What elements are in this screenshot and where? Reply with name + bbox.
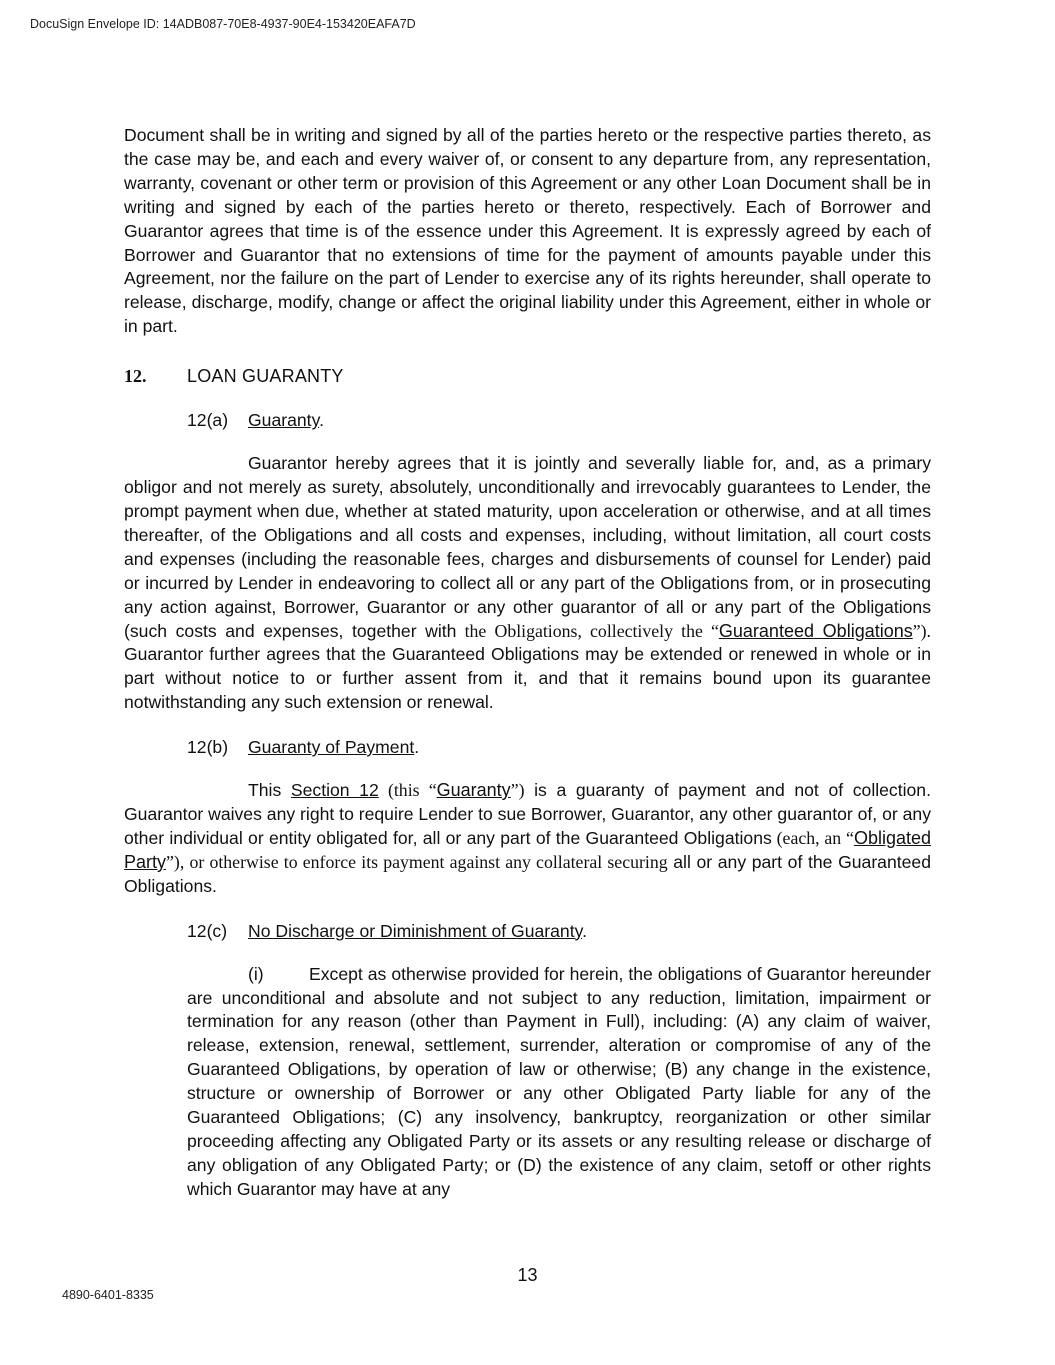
payment-text-1: This — [248, 780, 291, 801]
section-number: 12. — [124, 366, 147, 387]
payment-text-6: ”), or otherwise to enforce its payment against any collateral securing — [166, 851, 668, 872]
docusign-envelope-id: DocuSign Envelope ID: 14ADB087-70E8-4937-90E4-153420EAFA7D — [30, 17, 416, 31]
subsection-title — [248, 735, 419, 759]
defined-term-obligated-party: Obligated Party — [124, 827, 931, 872]
subsection-number: 12(a) — [187, 410, 229, 431]
guaranty-paragraph — [124, 452, 931, 715]
subsection-number: 12(c) — [187, 920, 228, 941]
section-12-heading — [124, 364, 931, 388]
subsection-title-suffix: . — [414, 737, 420, 758]
payment-text-7: all or any part of the Guaranteed Obligations. — [124, 851, 931, 896]
section-12-reference: Section 12 — [290, 780, 379, 801]
item-text: Except as otherwise provided for herein, the obligations of Guarantor hereunder are unconditional and absolute and not subject to any reduction, limitation, impairment or termination for any reason (other than Payment in Full), including: (A) any claim of waiver, release, extension, renewal, settlement, surrender, alteration or compromise of any of the Guaranteed Obligations, by operation of law or otherwise; (B) any change in the existence, structure or ownership of Borrower or any other Obligated Party liable for any of the Guaranteed Obligations; (C) any insolvency, bankruptcy, reorganization or other similar proceeding affecting any Obligated Party or its assets or any resulting release or discharge of any obligation of any Obligated Party; or (D) the existence of any claim, setoff or other rights which Guarantor may have at any — [187, 963, 931, 1199]
defined-term-guaranty: Guaranty — [436, 780, 511, 801]
subsection-title — [248, 919, 587, 943]
page-number: 13 — [517, 1265, 538, 1285]
payment-text-3: ”) — [510, 780, 525, 801]
subsection-number: 12(b) — [187, 737, 229, 758]
no-discharge-item-i — [187, 963, 931, 1202]
subsection-12c-heading — [124, 919, 931, 943]
payment-text-4: is a guaranty of payment and not of collection. Guarantor waives any right to require Lender to sue Borrower, Guarantor, any other guarantor of, or any other individual or entity obligated for, all or any part of the Guaranteed Obligations — [124, 780, 931, 848]
continuation-paragraph: Document shall be in writing and signed by all of the parties hereto or the respective parties thereto, as the case may be, and each and every waiver of, or consent to any departure from, any representation, warranty, covenant or other term or provision of this Agreement or any other Loan Document shall be in writing and signed by each of the parties hereto or thereto, respectively. Each of Borrower and Guarantor agrees that time is of the essence under this Agreement. It is expressly agreed by each of Borrower and Guarantor that no extensions of time for the payment of amounts payable under this Agreement, nor the failure on the part of Lender to exercise any of its rights hereunder, shall operate to release, discharge, modify, change or affect the original liability under this Agreement, either in whole or in part. — [124, 125, 931, 337]
subsection-12a-heading — [124, 408, 931, 432]
item-label: (i) — [248, 963, 264, 984]
subsection-title — [248, 408, 324, 432]
guaranty-text-end: Guarantor further agrees that the Guaranteed Obligations may be extended or renewed in whole or in part without notice to or further assent from it, and that it remains bound upon its guarantee notwithstanding any such extension or renewal. — [124, 644, 931, 713]
subsection-title-suffix: . — [582, 920, 587, 941]
guaranty-of-payment-paragraph — [124, 779, 931, 899]
section-title: LOAN GUARANTY — [187, 366, 344, 387]
guaranty-text-serif-close: ”). — [912, 620, 931, 641]
subsection-title-suffix: . — [319, 410, 324, 431]
document-id: 4890-6401-8335 — [62, 1288, 154, 1302]
document-body — [124, 124, 931, 1202]
subsection-12b-heading — [124, 735, 931, 759]
guaranty-text-start: Guarantor hereby agrees that it is jointly and severally liable for, and, as a primary obligor and not merely as surety, absolutely, unconditionally and irrevocably guarantees to Lender, the prompt payment when due, whether at stated maturity, upon acceleration or otherwise, and at all times thereafter, of the Obligations and all costs and expenses, including, without limitation, all court costs and expenses (including the reasonable fees, charges and disbursements of counsel for Lender) paid or incurred by Lender in endeavoring to collect all or any part of the Obligations from, or in prosecuting any action against, Borrower, Guarantor or any other guarantor of all or any part of the Obligations (such costs and expenses, together with — [124, 453, 931, 641]
subsection-title-text: No Discharge or Diminishment of Guaranty — [248, 920, 583, 941]
subsection-title-text: Guaranty — [248, 410, 320, 431]
subsection-title-text: Guaranty of Payment — [248, 737, 415, 758]
guaranty-text-serif: the Obligations, collectively the “ — [456, 620, 719, 641]
payment-text-2: (this “ — [378, 780, 437, 801]
defined-term-guaranteed-obligations: Guaranteed Obligations — [718, 620, 913, 641]
payment-text-5: (each, an “ — [771, 827, 854, 848]
